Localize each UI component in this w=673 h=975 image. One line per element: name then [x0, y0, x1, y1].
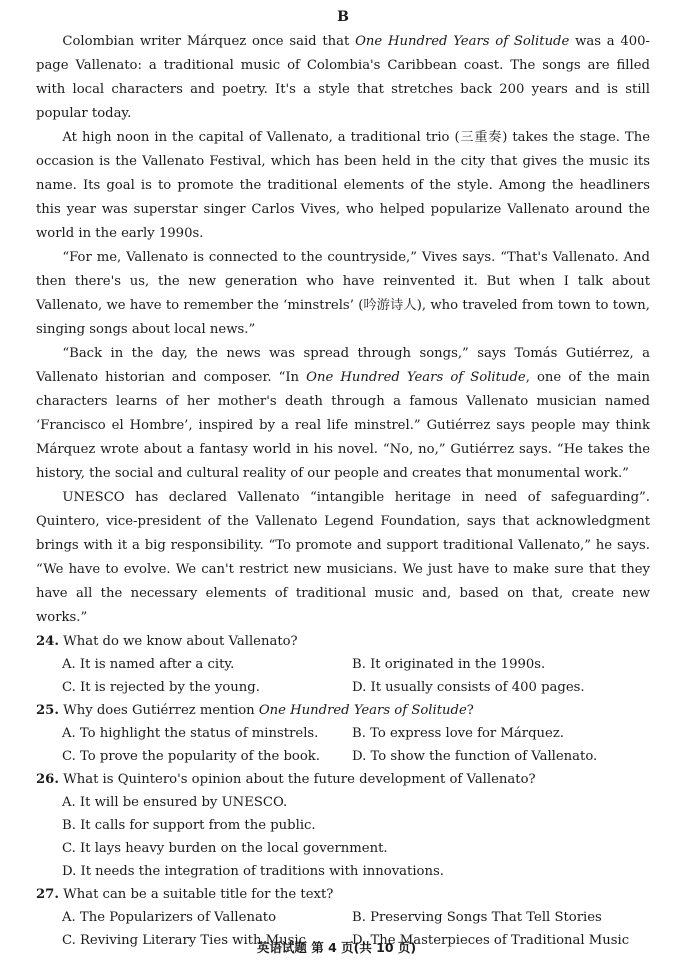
passage-paragraph-3: “For me, Vallenato is connected to the countryside,” Vives says. “That's Vallenato. And then there's us, the new generation who have reinvented it. But when I talk about Vallenato, we have to remember the ‘minstrels’ (吟游诗人), who traveled from town to town, singing songs about local news.”: [36, 250, 650, 337]
option-c[interactable]: C. To prove the popularity of the book.: [62, 749, 320, 764]
option-c[interactable]: C. It is rejected by the young.: [62, 680, 260, 695]
option-b[interactable]: B. Preserving Songs That Tell Stories: [352, 910, 602, 925]
question-text: What can be a suitable title for the text?: [63, 887, 334, 902]
book-title: One Hundred Years of Solitude: [355, 34, 570, 49]
question-text: What is Quintero's opinion about the future development of Vallenato?: [63, 772, 536, 787]
option-b[interactable]: B. It calls for support from the public.: [62, 818, 316, 833]
option-c[interactable]: C. Reviving Literary Ties with Music: [62, 933, 307, 948]
question-text: Why does Gutiérrez mention: [63, 703, 259, 718]
option-b[interactable]: B. It originated in the 1990s.: [352, 657, 546, 672]
option-a[interactable]: A. To highlight the status of minstrels.: [62, 726, 319, 741]
text: Colombian writer Márquez once said that: [62, 34, 356, 49]
question-26: [36, 768, 650, 883]
option-d[interactable]: D. The Masterpieces of Traditional Music: [352, 933, 630, 948]
text: , one of the main characters learns of her mother's death through a famous Vallenato musician named ‘Francisco el Hombre’, inspired by a real life minstrel.” Gutiérrez says people may think Márquez wrote about a fantasy world in his novel. “No, no,” Gutiérrez says. “He takes the history, the social and cultural reality of our people and creates that monumental work.”: [36, 370, 651, 481]
section-label: B: [337, 9, 349, 25]
question-text: What do we know about Vallenato?: [63, 634, 298, 649]
text: “Back in the day, the news was spread through songs,” says Tomás Gutiérrez, a Vallenato historian and composer. “In: [36, 346, 650, 385]
passage-paragraph-1: [36, 30, 650, 126]
exam-page: [36, 8, 650, 952]
options: [36, 791, 650, 883]
option-a[interactable]: A. It will be ensured by UNESCO.: [62, 795, 288, 810]
option-c[interactable]: C. It lays heavy burden on the local government.: [62, 841, 388, 856]
options: [36, 653, 650, 699]
question-stem: [36, 630, 650, 653]
passage-paragraph-5: UNESCO has declared Vallenato “intangible heritage in need of safeguarding”. Quintero, vice-president of the Vallenato Legend Foundation, says that acknowledgment brings with it a big responsibility. “To promote and support traditional Vallenato,” he says. “We have to evolve. We can't restrict new musicians. We just have to make sure that they have all the necessary elements of traditional music and, based on that, create new works.”: [36, 490, 650, 625]
question-number: 26.: [36, 772, 59, 787]
book-title: One Hundred Years of Solitude: [258, 703, 467, 718]
option-d[interactable]: D. To show the function of Vallenato.: [352, 749, 598, 764]
page-footer: 英语试题 第 4 页(共 10 页): [256, 940, 417, 955]
book-title: One Hundred Years of Solitude: [306, 370, 526, 385]
text: was a 400-page Vallenato: a traditional music of Colombia's Caribbean coast. The songs are filled with local characters and poetry. It's a style that stretches back 200 years and is still popular today.: [36, 34, 651, 121]
question-number: 25.: [36, 703, 59, 718]
question-stem: [36, 699, 650, 722]
option-d[interactable]: D. It needs the integration of traditions with innovations.: [62, 864, 444, 879]
option-a[interactable]: A. It is named after a city.: [62, 657, 235, 672]
passage-paragraph-2: At high noon in the capital of Vallenato, a traditional trio (三重奏) takes the stage. The occasion is the Vallenato Festival, which has been held in the city that gives the music its name. Its goal is to promote the traditional elements of the style. Among the headliners this year was superstar singer Carlos Vives, who helped popularize Vallenato around the world in the early 1990s.: [36, 130, 650, 241]
question-stem: [36, 768, 650, 791]
question-number: 27.: [36, 887, 59, 902]
options: [36, 722, 650, 768]
passage-paragraph-4: [36, 342, 650, 486]
option-b[interactable]: B. To express love for Márquez.: [352, 726, 564, 741]
option-d[interactable]: D. It usually consists of 400 pages.: [352, 680, 585, 695]
question-25: [36, 699, 650, 768]
question-24: [36, 630, 650, 699]
option-a[interactable]: A. The Popularizers of Vallenato: [62, 910, 277, 925]
question-text: ?: [466, 703, 474, 718]
question-number: 24.: [36, 634, 59, 649]
question-stem: [36, 883, 650, 906]
